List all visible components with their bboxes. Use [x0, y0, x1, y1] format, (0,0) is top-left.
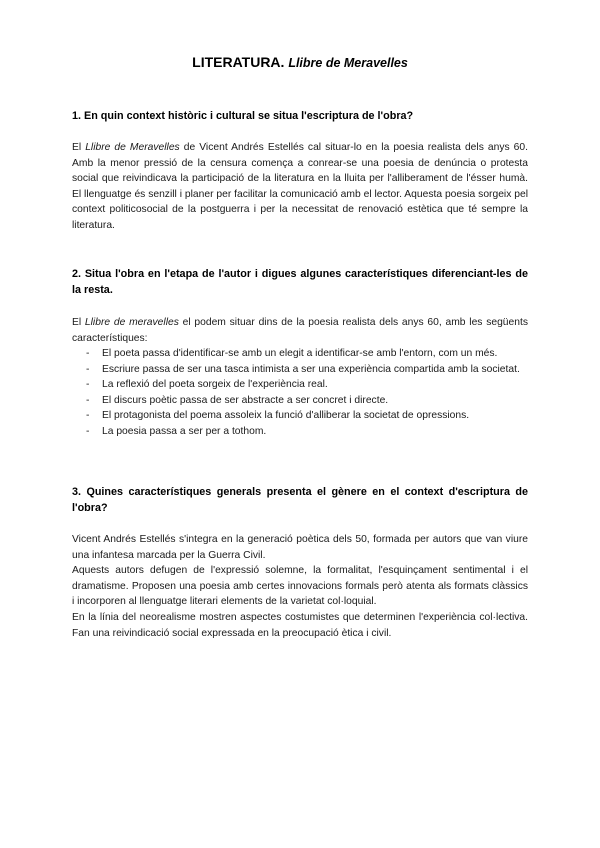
list-item: - El protagonista del poema assoleix la funció d'alliberar la societat de opressions. [72, 408, 528, 424]
answer-1-post: de Vicent Andrés Estellés cal situar-lo en la poesia realista dels anys 60. Amb la menor pressió de la censura comença a conrear-se una poesia de denúncia o protesta social que reivindicava la participació de la literatura en la lluita per l'alliberament de l'ésser humà. El llenguatge és senzill i planer per facilitar la comunicació amb el lector. Aquesta poesia sorgeix pel context politicosocial de la postguerra i per la necessitat de renovació estètica que té sempre la literatura. [72, 142, 528, 231]
answer-3 [0, 532, 528, 641]
document-title [0, 54, 600, 70]
characteristics-list [72, 346, 528, 440]
list-item: - La poesia passa a ser per a tothom. [72, 424, 528, 440]
list-item: - El poeta passa d'identificar-se amb un elegit a identificar-se amb l'entorn, com un més. [72, 346, 528, 362]
answer-2-post: el podem situar dins de la poesia realista dels anys 60, amb les següents característiques: [72, 317, 528, 344]
answer-3-paragraph: Aquests autors defugen de l'expressió solemne, la formalitat, l'esquinçament sentimental i el dramatisme. Proposen una poesia amb certes innovacions formals però atenta als formats clàssics i incorporen al llenguatge literari elements de la varietat col·loquial. [72, 565, 528, 608]
question-1: 1. En quin context històric i cultural se situa l'escriptura de l'obra? [72, 110, 414, 122]
list-item: - El discurs poètic passa de ser abstracte a ser concret i directe. [72, 393, 528, 409]
list-item: - Escriure passa de ser una tasca intimista a ser una experiència compartida amb la societat. [72, 362, 528, 378]
answer-1-work-title: Llibre de Meravelles [85, 142, 180, 153]
answer-2-pre: El [72, 317, 85, 328]
answer-2-work-title: Llibre de meravelles [84, 317, 179, 328]
answer-1-paragraph [72, 140, 528, 234]
answer-3-paragraph: Vicent Andrés Estellés s'integra en la generació poètica dels 50, formada per autors que van viure una infantesa marcada per la Guerra Civil. [72, 534, 528, 561]
answer-1-pre: El [72, 142, 86, 153]
title-subtitle: Llibre de Meravelles [288, 56, 408, 70]
title-main: LITERATURA. [192, 54, 285, 70]
question-2: 2. Situa l'obra en l'etapa de l'autor i digues algunes característiques diferenciant-les de la resta. [72, 268, 528, 296]
answer-2-paragraph [72, 315, 528, 346]
answer-3-paragraph: En la línia del neorealisme mostren aspectes costumistes que determinen l'experiència col·lectiva. Fan una reivindicació social expressada en la preocupació ètica i civil. [72, 611, 528, 639]
list-item: - La reflexió del poeta sorgeix de l'experiència real. [72, 377, 528, 393]
question-3: 3. Quines característiques generals presenta el gènere en el context d'escriptura de l'obra? [72, 486, 528, 514]
